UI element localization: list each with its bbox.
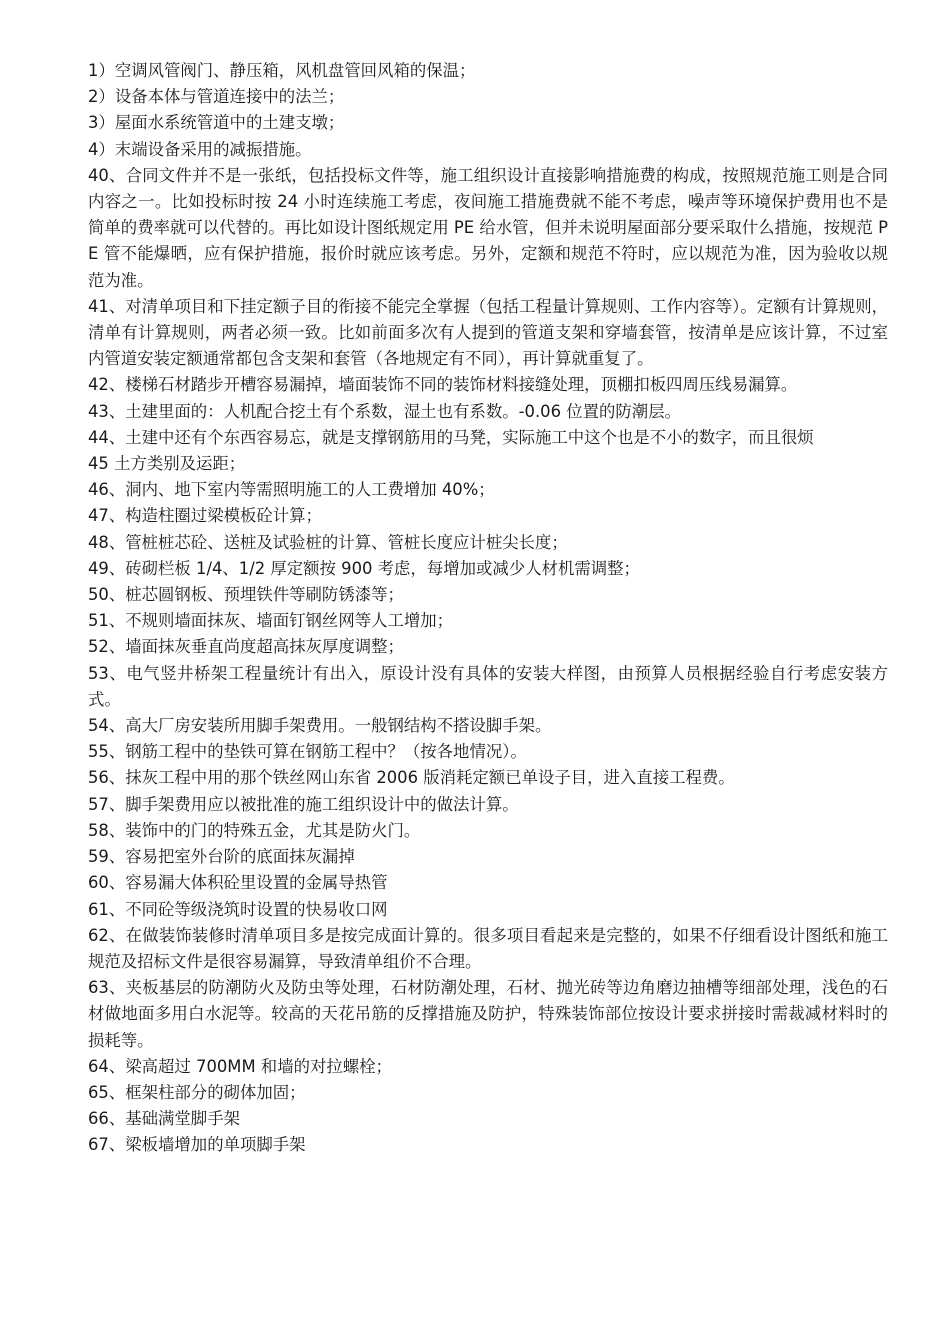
- list-item: 49、砖砌栏板 1/4、1/2 厚定额按 900 考虑，每增加或减少人材机需调整；: [88, 558, 640, 578]
- list-item: 55、钢筋工程中的垫铁可算在钢筋工程中？（按各地情况）。: [88, 742, 527, 762]
- list-item: 46、洞内、地下室内等需照明施工的人工费增加 40%；: [88, 480, 495, 500]
- list-item: 66、基础满堂脚手架: [88, 1109, 240, 1129]
- list-item: 43、土建里面的：人机配合挖土有个系数，湿土也有系数。-0.06 位置的防潮层。: [88, 401, 681, 421]
- list-item: 53、电气竖井桥架工程量统计有出入，原设计没有具体的安装大样图，由预算人员根据经验自行考虑安装方式。: [88, 663, 888, 709]
- list-item: 40、合同文件并不是一张纸，包括投标文件等，施工组织设计直接影响措施费的构成，按照规范施工则是合同内容之一。比如投标时按 24 小时连续施工考虑，夜间施工措施费就不能不考虑，噪声等环境保护费用也不是简单的费率就可以代替的。再比如设计图纸规定用 PE 给水管，但并未说明屋面部分要采取什么措施，按规范 PE 管不能爆晒，应有保护措施，报价时就应该考虑。另外，定额和规范不符时，应以规范为准，因为验收以规范为准。: [88, 165, 888, 290]
- list-item: 45 土方类别及运距；: [88, 454, 246, 474]
- list-item: 42、楼梯石材踏步开槽容易漏掉，墙面装饰不同的装饰材料接缝处理，顶棚扣板四周压线易漏算。: [88, 375, 798, 395]
- list-item: 47、构造柱圈过梁模板砼计算；: [88, 506, 322, 526]
- list-item: 56、抹灰工程中用的那个铁丝网山东省 2006 版消耗定额已单设子目，进入直接工程费。: [88, 768, 735, 788]
- list-item: 51、不规则墙面抹灰、墙面钉钢丝网等人工增加；: [88, 611, 454, 631]
- list-item: 57、脚手架费用应以被批准的施工组织设计中的做法计算。: [88, 794, 519, 814]
- list-item: 2）设备本体与管道连接中的法兰；: [88, 87, 345, 107]
- list-item: 63、夹板基层的防潮防火及防虫等处理，石材防潮处理，石材、抛光砖等边角磨边抽槽等细部处理，浅色的石材做地面多用白水泥等。较高的天花吊筋的反撑措施及防护，特殊装饰部位按设计要求拼接时需裁减材料时的损耗等。: [88, 978, 888, 1050]
- list-item: 67、梁板墙增加的单项脚手架: [88, 1135, 306, 1155]
- list-item: 65、框架柱部分的砌体加固；: [88, 1082, 306, 1102]
- list-item: 64、梁高超过 700MM 和墙的对拉螺栓；: [88, 1056, 392, 1076]
- list-item: 44、土建中还有个东西容易忘，就是支撑钢筋用的马凳，实际施工中这个也是不小的数字，而且很烦: [88, 427, 814, 447]
- list-item: 4）末端设备采用的减振措施。: [88, 139, 312, 159]
- list-item: 41、对清单项目和下挂定额子目的衔接不能完全掌握（包括工程量计算规则、工作内容等）。定额有计算规则，清单有计算规则，两者必须一致。比如前面多次有人提到的管道支架和穿墙套管，按清单是应该计算，不过室内管道安装定额通常都包含支架和套管（各地规定有不同），再计算就重复了。: [88, 296, 888, 369]
- list-item: 50、桩芯圆钢板、预埋铁件等刷防锈漆等；: [88, 585, 404, 605]
- list-item: 58、装饰中的门的特殊五金，尤其是防火门。: [88, 820, 421, 840]
- list-item: 54、高大厂房安装所用脚手架费用。一般钢结构不搭设脚手架。: [88, 716, 552, 736]
- list-item: 3）屋面水系统管道中的土建支墩；: [88, 113, 345, 133]
- list-item: 52、墙面抹灰垂直尚度超高抹灰厚度调整；: [88, 637, 404, 657]
- list-item: 61、不同砼等级浇筑时设置的快易收口网: [88, 899, 388, 919]
- list-item: 48、管桩桩芯砼、送桩及试验桩的计算、管桩长度应计桩尖长度；: [88, 532, 568, 552]
- list-item: 1）空调风管阀门、静压箱，风机盘管回风箱的保温；: [88, 61, 476, 80]
- document-body: [88, 58, 888, 1159]
- list-item: 59、容易把室外台阶的底面抹灰漏掉: [88, 847, 355, 867]
- list-item: 62、在做装饰装修时清单项目多是按完成面计算的。很多项目看起来是完整的，如果不仔细看设计图纸和施工规范及招标文件是很容易漏算，导致清单组价不合理。: [88, 925, 888, 971]
- list-item: 60、容易漏大体积砼里设置的金属导热管: [88, 873, 388, 893]
